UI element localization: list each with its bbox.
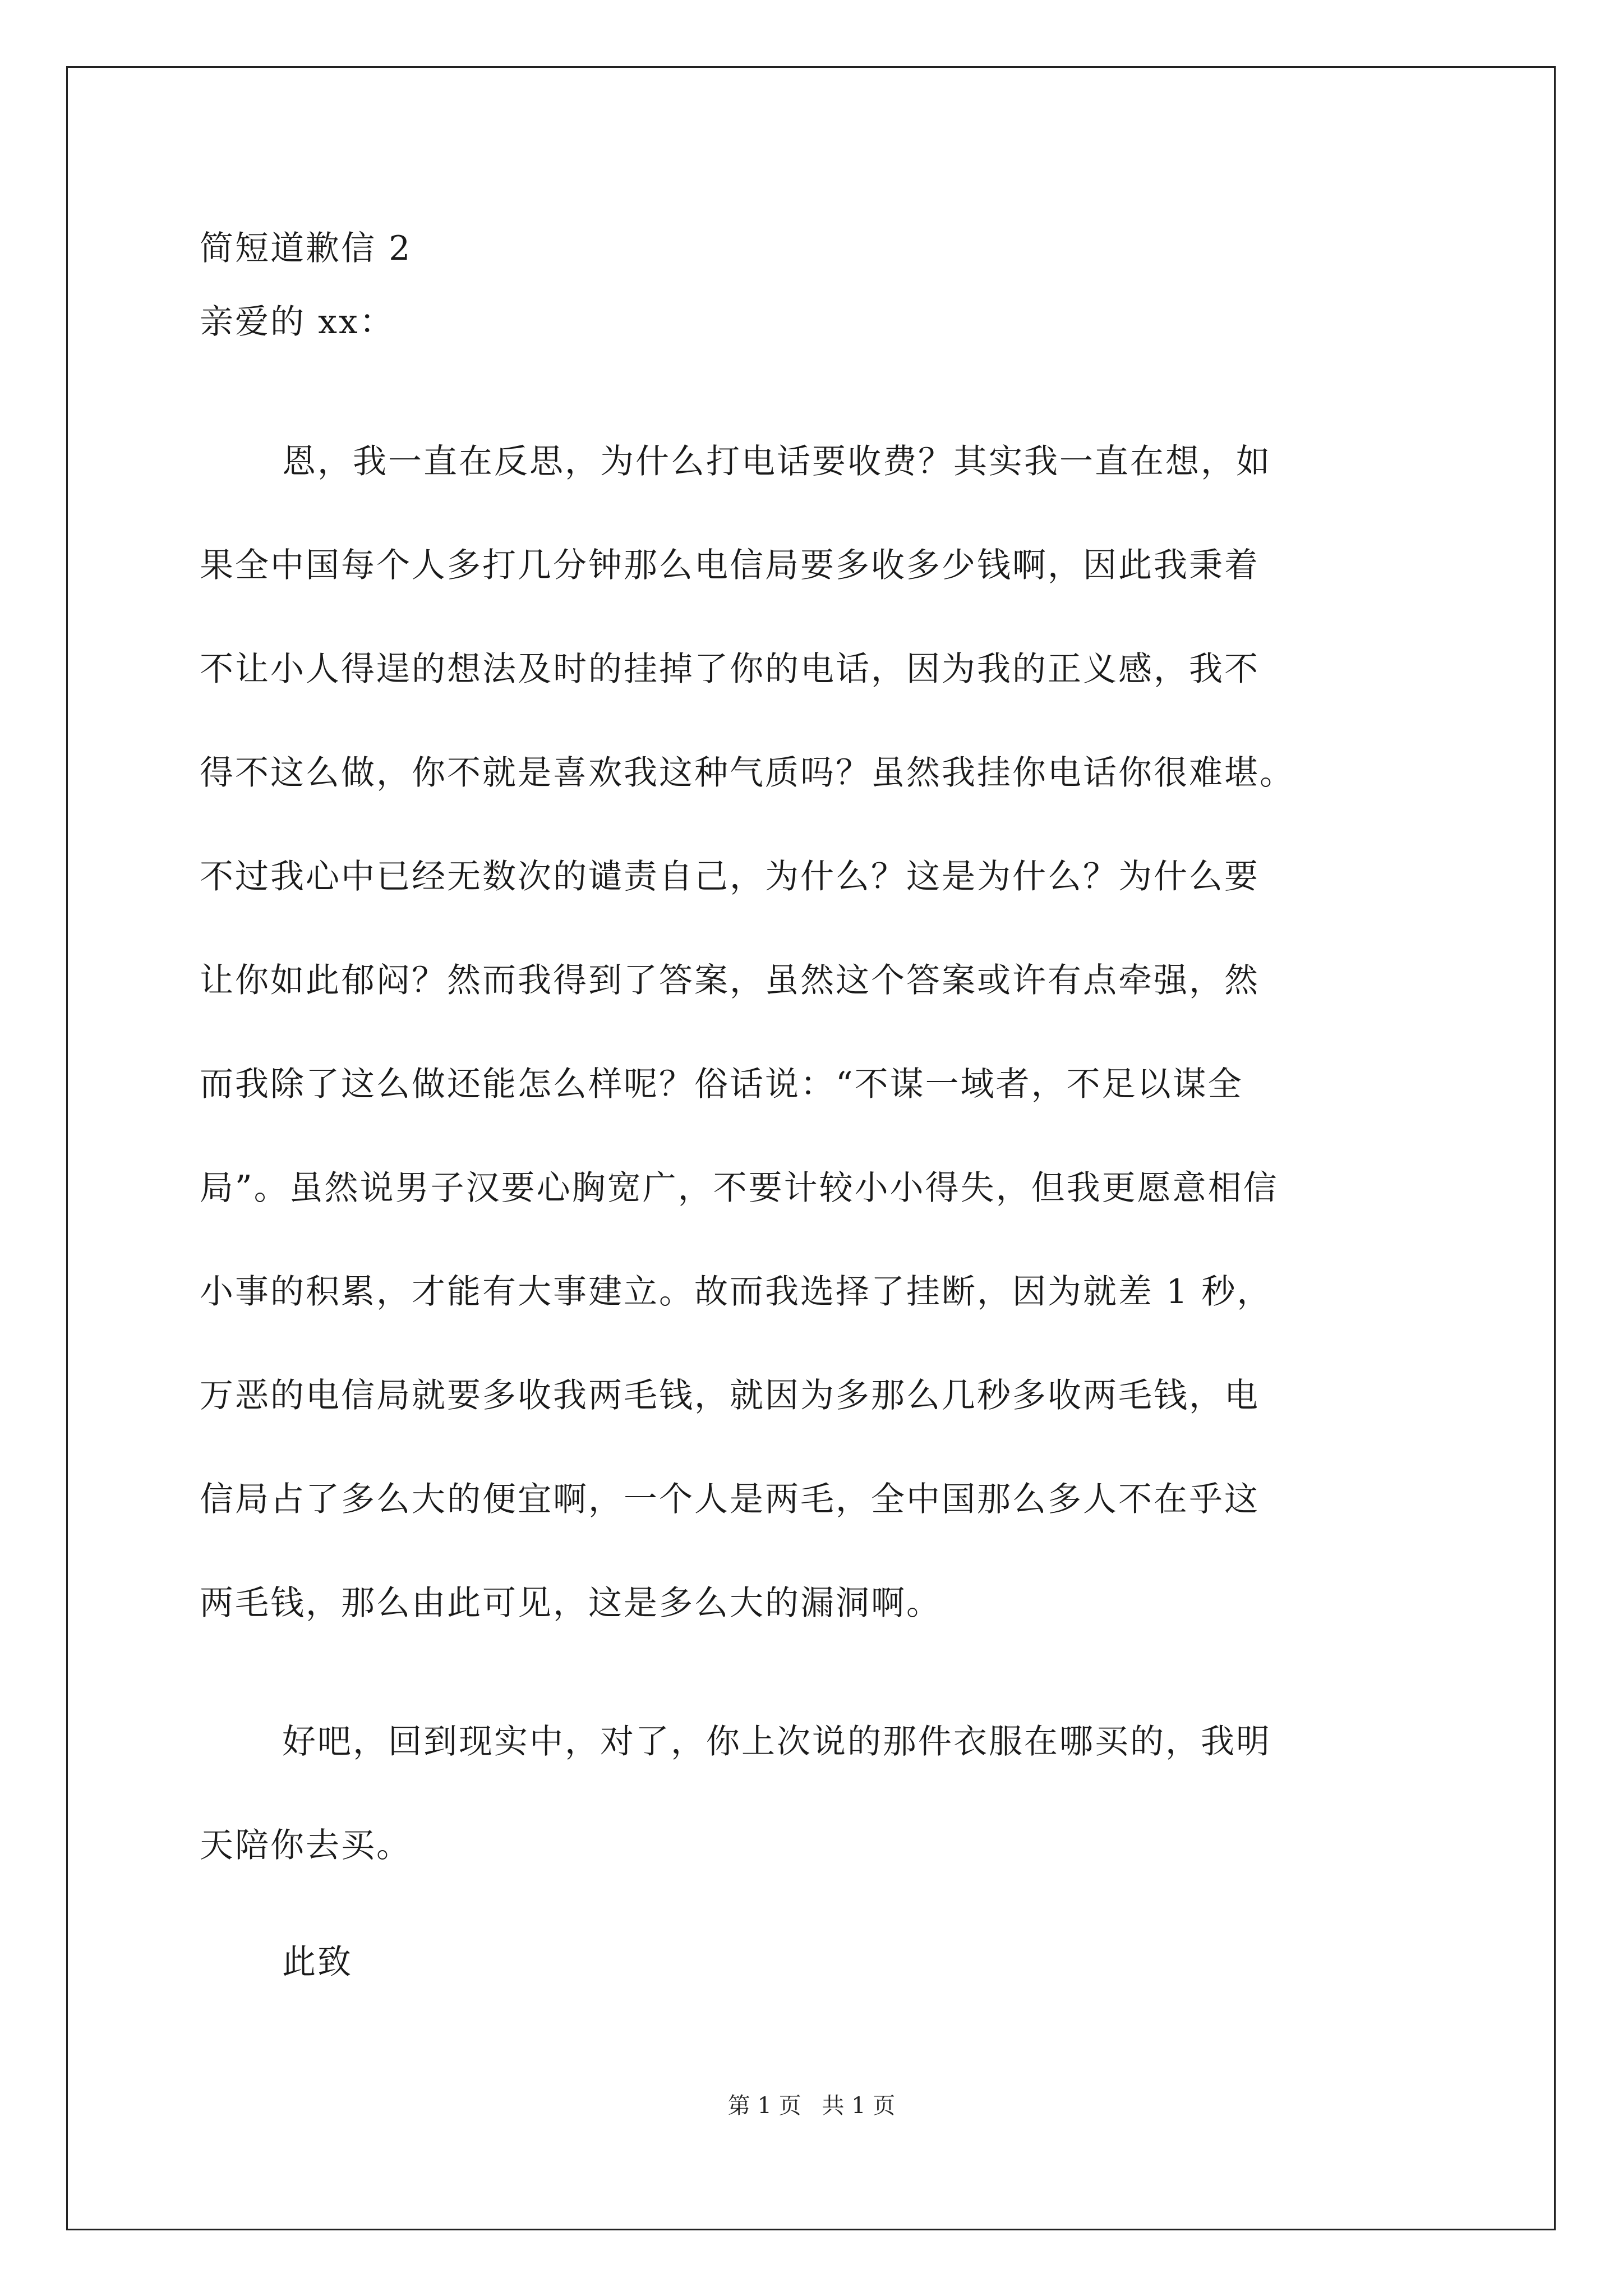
paragraph-line: 万恶的电信局就要多收我两毛钱，就因为多那么几秒多收两毛钱，电 <box>200 1376 1260 1415</box>
paragraph-line: 小事的积累，才能有大事建立。故而我选择了挂断，因为就差 1 秒， <box>200 1272 1272 1312</box>
page-border <box>66 66 1556 2230</box>
paragraph-line: 两毛钱，那么由此可见，这是多么大的漏洞啊。 <box>200 1584 942 1623</box>
page-number: 第 1 页 <box>727 2093 801 2119</box>
paragraph-line: 让你如此郁闷？然而我得到了答案，虽然这个答案或许有点牵强，然 <box>200 961 1260 1000</box>
paragraph-line: 果全中国每个人多打几分钟那么电信局要多收多少钱啊，因此我秉着 <box>200 546 1260 585</box>
paragraph-line: 而我除了这么做还能怎么样呢？俗话说：“不谋一域者，不足以谋全 <box>200 1065 1243 1104</box>
page-footer <box>0 2090 1623 2122</box>
paragraph-line: 信局占了多么大的便宜啊，一个人是两毛，全中国那么多人不在乎这 <box>200 1480 1260 1519</box>
paragraph-line: 不过我心中已经无数次的谴责自己，为什么？这是为什么？为什么要 <box>200 857 1260 896</box>
paragraph-line: 局”。虽然说男子汉要心胸宽广，不要计较小小得失，但我更愿意相信 <box>200 1168 1279 1208</box>
paragraph-line: 天陪你去买。 <box>200 1826 412 1865</box>
closing: 此致 <box>282 1943 353 1982</box>
document-title: 简短道歉信 2 <box>200 229 412 268</box>
paragraph-line: 好吧，回到现实中，对了，你上次说的那件衣服在哪买的，我明 <box>282 1722 1271 1761</box>
paragraph-line: 得不这么做，你不就是喜欢我这种气质吗？虽然我挂你电话你很难堪。 <box>200 753 1295 793</box>
page-total: 共 1 页 <box>822 2093 896 2119</box>
paragraph-line: 不让小人得逞的想法及时的挂掉了你的电话，因为我的正义感，我不 <box>200 650 1260 689</box>
paragraph-line: 恩，我一直在反思，为什么打电话要收费？其实我一直在想，如 <box>282 442 1271 481</box>
salutation: 亲爱的 xx： <box>200 302 395 342</box>
